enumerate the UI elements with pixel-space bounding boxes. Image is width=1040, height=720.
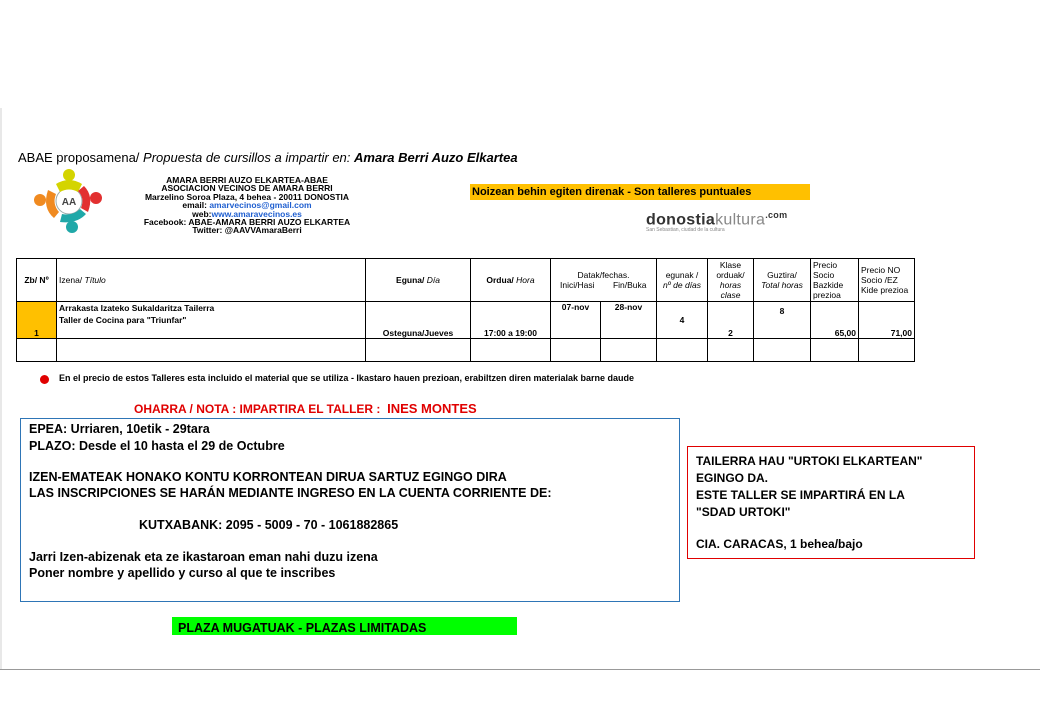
poner-line: Poner nombre y apellido y curso al que te inscribes xyxy=(29,566,336,580)
bank-account: KUTXABANK: 2095 - 5009 - 70 - 1061882865 xyxy=(139,518,399,532)
dk-tagline: San Sebastian, ciudad de la cultura xyxy=(646,227,725,234)
row-day: Osteguna/Jueves xyxy=(366,302,471,339)
table-header-row xyxy=(17,259,915,302)
page-title xyxy=(18,150,518,165)
talleres-banner: Noizean behin egiten direnak - Son talleres puntuales xyxy=(470,184,810,200)
dk-part1: donostia xyxy=(646,211,716,229)
teacher-name: INES MONTES xyxy=(387,401,477,416)
material-note: En el precio de estos Talleres esta incluido el material que se utiliza - Ikastaro hauen prezioan, erabiltzen diren materialak barne daude xyxy=(59,373,635,383)
location-line-1: TAILERRA HAU "URTOKI ELKARTEAN" xyxy=(696,454,923,468)
org-address: Marzelino Soroa Plaza, 4 behea - 20011 DONOSTIA xyxy=(144,191,350,202)
dk-part2: kultura xyxy=(715,211,766,229)
title-place: Amara Berri Auzo Elkartea xyxy=(354,150,518,165)
plazo-line: PLAZO: Desde el 10 hasta el 29 de Octubre xyxy=(29,439,285,453)
org-twitter: Twitter: @AAVVAmaraBerri xyxy=(192,225,302,236)
row-days: 4 xyxy=(657,302,708,339)
col-header-total-hours: Guztira/ Total horas xyxy=(754,259,811,302)
location-line-2: EGINGO DA. xyxy=(696,471,769,485)
row-num: 1 xyxy=(17,302,57,339)
org-web: web:www.amaravecinos.es xyxy=(192,208,302,219)
col-header-day: Eguna/ Día xyxy=(366,259,471,302)
location-line-4: "SDAD URTOKI" xyxy=(696,505,791,519)
org-email: email: amarvecinos@gmail.com xyxy=(182,200,312,211)
title-italic: Propuesta de cursillos a impartir en: xyxy=(139,150,355,165)
row-total-hours: 8 xyxy=(754,302,811,339)
row-time: 17:00 a 19:00 xyxy=(471,302,551,339)
table-row-empty xyxy=(17,339,915,362)
page-bottom-edge xyxy=(0,669,1040,670)
teacher-note xyxy=(134,401,477,416)
org-name-eu: AMARA BERRI AUZO ELKARTEA-ABAE xyxy=(166,175,328,185)
row-title: Arrakasta Izateko Sukaldaritza Tailerra Taller de Cocina para "Triunfar" xyxy=(57,302,366,339)
row-class-hours: 2 xyxy=(708,302,754,339)
donostiakultura-logo xyxy=(646,210,816,240)
col-header-dates: Datak/fechas. Inici/Hasi Fin/Buka xyxy=(551,259,657,302)
organization-info xyxy=(112,176,382,235)
col-header-days: egunak / nº de días xyxy=(657,259,708,302)
location-box xyxy=(687,446,975,559)
org-facebook: Facebook: ABAE-AMARA BERRI AUZO ELKARTEA xyxy=(143,217,351,228)
col-header-price-no-socio: Precio NO Socio /EZ Kide prezioa xyxy=(859,259,915,302)
row-price-socio: 65,00 xyxy=(811,302,859,339)
row-start-date: 07-nov xyxy=(551,302,601,339)
col-header-num: Zb/ Nº xyxy=(17,259,57,302)
row-end-date: 28-nov xyxy=(601,302,657,339)
bullet-icon xyxy=(40,375,49,384)
col-header-class-hours: Klase orduak/ horas clase xyxy=(708,259,754,302)
location-line-3: ESTE TALLER SE IMPARTIRÁ EN LA xyxy=(696,488,905,502)
col-header-price-socio: Precio Socio Bazkide prezioa xyxy=(811,259,859,302)
title-prefix: ABAE proposamena/ xyxy=(18,150,140,165)
jarri-line: Jarri Izen-abizenak eta ze ikastaroan eman nahi duzu izena xyxy=(29,550,378,564)
org-name-es: ASOCIACION VECINOS DE AMARA BERRI xyxy=(161,183,333,194)
page-left-edge xyxy=(0,108,2,670)
row-price-no-socio: 71,00 xyxy=(859,302,915,339)
course-table xyxy=(16,258,915,362)
inscripciones-line: LAS INSCRIPCIONES SE HARÁN MEDIANTE INGRESO EN LA CUENTA CORRIENTE DE: xyxy=(29,486,552,500)
col-header-name: Izena/ Título xyxy=(57,259,366,302)
teacher-note-label: OHARRA / NOTA : IMPARTIRA EL TALLER : xyxy=(134,402,381,416)
logo-letters: AA xyxy=(61,197,77,208)
web-link[interactable]: www.amaravecinos.es xyxy=(211,208,302,219)
abae-logo xyxy=(32,168,106,234)
col-header-time: Ordua/ Hora xyxy=(471,259,551,302)
izen-line: IZEN-EMATEAK HONAKO KONTU KORRONTEAN DIRUA SARTUZ EGINGO DIRA xyxy=(29,470,507,484)
location-address: CIA. CARACAS, 1 behea/bajo xyxy=(696,537,863,551)
epea-line: EPEA: Urriaren, 10etik - 29tara xyxy=(29,422,210,436)
limited-places-banner: PLAZA MUGATUAK - PLAZAS LIMITADAS xyxy=(172,617,517,635)
dk-suffix: .com xyxy=(765,210,788,220)
email-link[interactable]: amarvecinos@gmail.com xyxy=(209,200,312,211)
registration-box xyxy=(20,418,680,602)
table-row xyxy=(17,302,915,339)
